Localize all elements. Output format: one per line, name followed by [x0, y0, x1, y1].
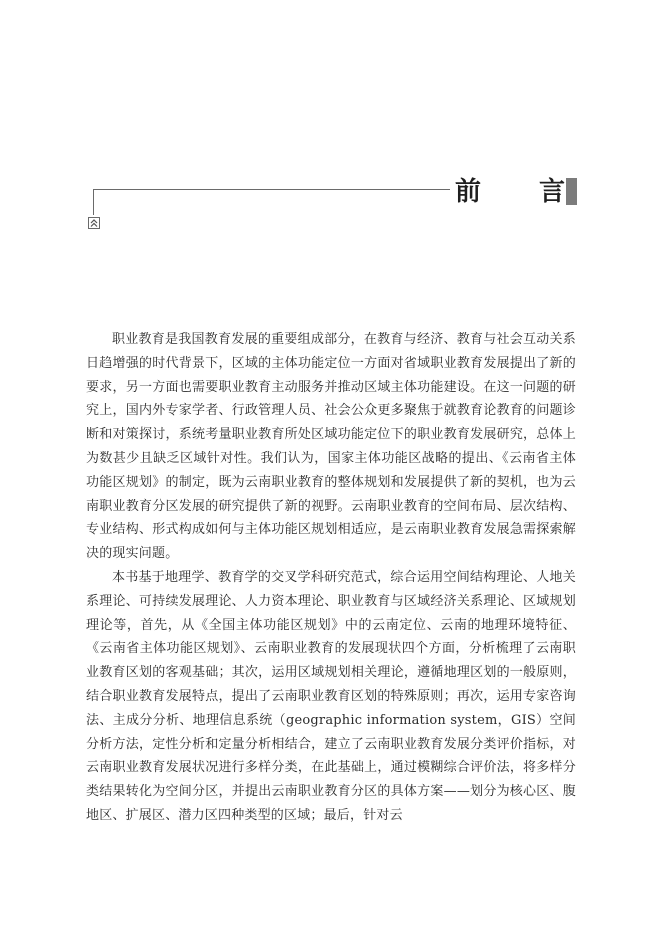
page-title [455, 172, 565, 212]
double-chevron-up-icon [88, 217, 100, 229]
title-char-1: 前 [455, 177, 482, 207]
title-char-2: 言 [538, 177, 565, 207]
title-accent-block [566, 178, 577, 205]
paragraph: 职业教育是我国教育发展的重要组成部分，在教育与经济、教育与社会互动关系日趋增强的时代背景下，区域的主体功能定位一方面对省域职业教育发展提出了新的要求，另一方面也需要职业教育主动服务并推动区域主体功能建设。在这一问题的研究上，国内外专家学者、行政管理人员、社会公众更多聚焦于就教育论教育的问题诊断和对策探讨，系统考量职业教育所处区域功能定位下的职业教育发展研究，总体上为数甚少且缺乏区域针对性。我们认为，国家主体功能区战略的提出、《云南省主体功能区规划》的制定，既为云南职业教育的整体规划和发展提供了新的契机，也为云南职业教育分区发展的研究提供了新的视野。云南职业教育的空间布局、层次结构、专业结构、形式构成如何与主体功能区规划相适应，是云南职业教育发展急需探索解决的现实问题。 [86, 332, 576, 562]
header-rule [93, 189, 450, 190]
paragraph: 本书基于地理学、教育学的交叉学科研究范式，综合运用空间结构理论、人地关系理论、可持续发展理论、人力资本理论、职业教育与区域经济关系理论、区域规划理论等，首先，从《全国主体功能区规划》中的云南定位、云南的地理环境特征、《云南省主体功能区规划》、云南职业教育的发展现状四个方面，分析梳理了云南职业教育区划的客观基础；其次，运用区域规划相关理论，遵循地理区划的一般原则，结合职业教育发展特点，提出了云南职业教育区划的特殊原则；再次，运用专家咨询法、主成分分析、地理信息系统（geographic information system，GIS）空间分析方法，定性分析和定量分析相结合，建立了云南职业教育发展分类评价指标，对云南职业教育发展状况进行多样分类，在此基础上，通过模糊综合评价法，将多样分类结果转化为空间分区，并提出云南职业教育分区的具体方案——划分为核心区、腹地区、扩展区、潜力区四种类型的区域；最后，针对云 [86, 569, 576, 823]
body-text [86, 328, 576, 828]
header-rule-vertical [93, 189, 94, 215]
